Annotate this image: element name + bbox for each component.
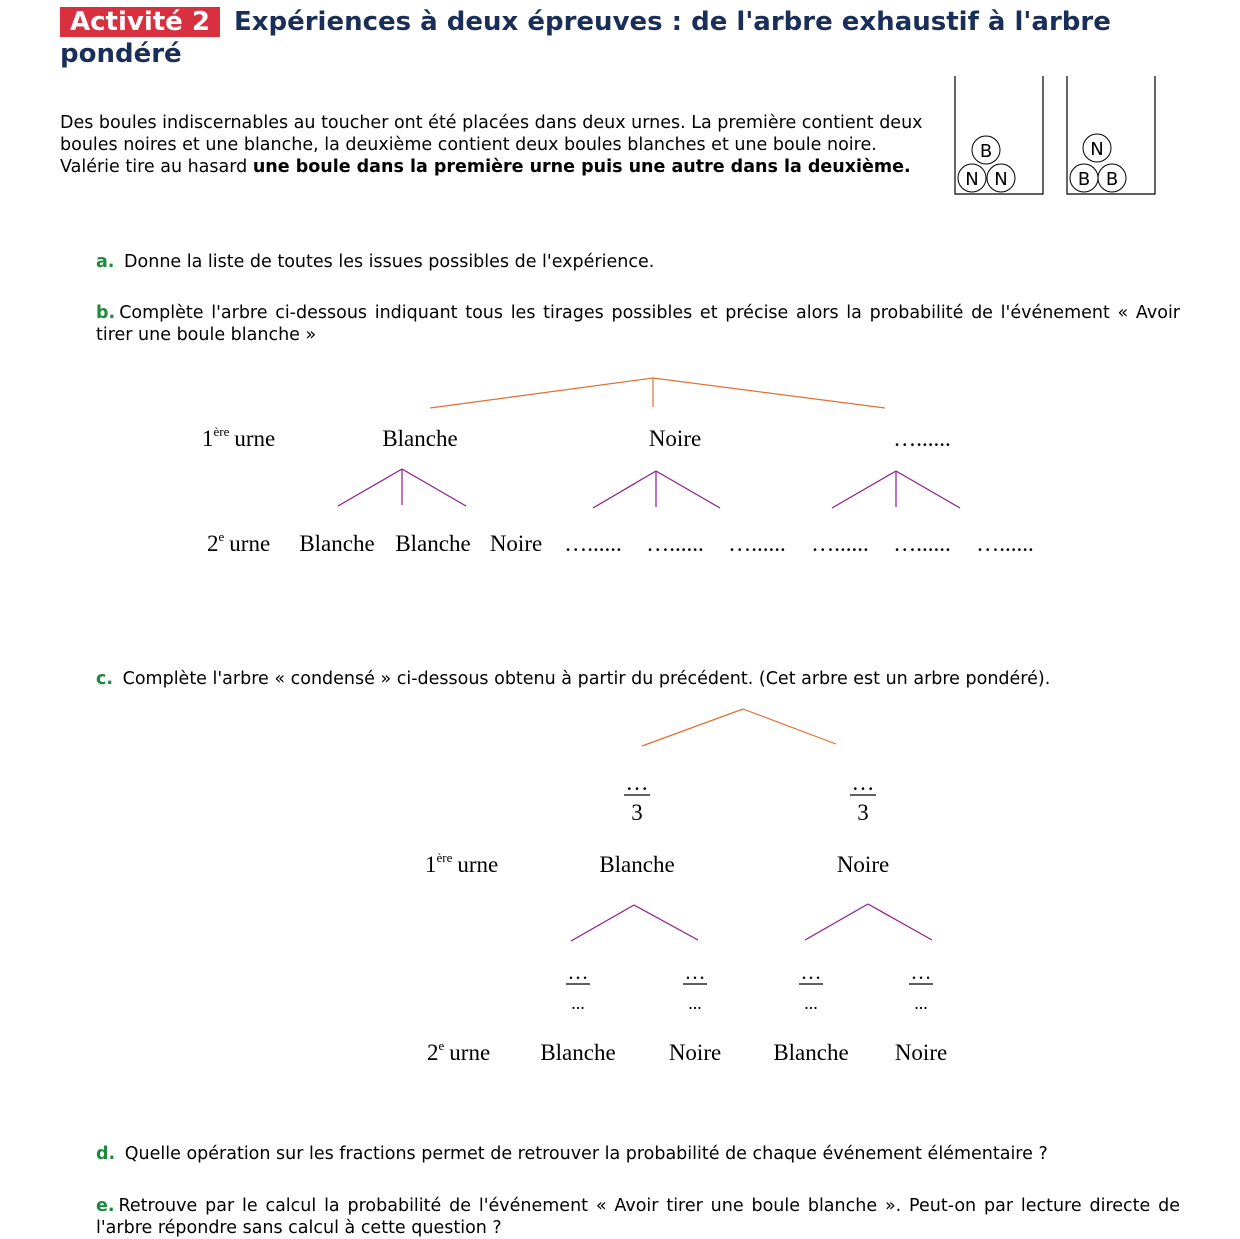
tree2-fraction-num: … xyxy=(851,770,875,795)
urn-2 xyxy=(1067,76,1155,194)
question-text: Retrouve par le calcul la probabilité de l'événement « Avoir tirer une boule blanche ». Peut-on par lecture directe de l'arbre répondre sans calcul à cette question ? xyxy=(96,1196,1180,1238)
intro-text xyxy=(60,112,940,178)
tree1-leaf: Blanche xyxy=(395,531,471,556)
tree2-fraction-den: ... xyxy=(914,993,928,1013)
tree2-level1-label: 1ère urne xyxy=(425,850,499,877)
question-d xyxy=(96,1143,1180,1165)
question-b xyxy=(96,302,1180,346)
tree2-fraction-den: ... xyxy=(688,993,702,1013)
tree2-leaf: Noire xyxy=(894,1040,948,1065)
tree2-leaf: Noire xyxy=(668,1040,722,1065)
tree1-leaf-blank: …...... xyxy=(646,531,704,556)
intro-line2-bold: une boule dans la première urne puis une autre dans la deuxième. xyxy=(252,157,911,177)
activity-title: Expériences à deux épreuves : de l'arbre exhaustif à l'arbre pondéré xyxy=(60,7,1111,69)
tree1-leaf-blank: …...... xyxy=(893,531,951,556)
tree2-fraction-num: … xyxy=(910,960,932,984)
tree2-fraction-num: … xyxy=(684,960,706,984)
question-label: b. xyxy=(96,303,116,323)
tree1-leaf-blank: …...... xyxy=(728,531,786,556)
tree2-node-noire: Noire xyxy=(836,852,890,877)
intro-line2: Valérie tire au hasard xyxy=(60,157,253,177)
tree1-level1-branches xyxy=(430,378,885,408)
question-text: Complète l'arbre ci-dessous indiquant tous les tirages possibles et précise alors la probabilité de l'événement « Avoir tirer une boule blanche » xyxy=(96,303,1180,345)
tree2-level2-branches xyxy=(571,904,932,941)
question-label: c. xyxy=(96,669,114,689)
tree2-fraction-num: … xyxy=(567,960,589,984)
urns-figure xyxy=(950,74,1162,200)
tree2-fraction-den: 3 xyxy=(631,800,643,825)
tree2-leaf: Blanche xyxy=(540,1040,616,1065)
urn1-ball-label: N xyxy=(965,169,979,190)
tree2-node-blanche: Blanche xyxy=(599,852,675,877)
question-c xyxy=(96,668,1180,690)
urn1-ball-label: N xyxy=(994,169,1008,190)
tree2-level2-label: 2e urne xyxy=(427,1038,491,1065)
tree2-fraction-num: … xyxy=(625,770,649,795)
question-label: a. xyxy=(96,252,115,272)
tree1-level2-branches xyxy=(338,469,960,508)
activity-badge: Activité 2 xyxy=(60,7,220,37)
tree1-leaf: Noire xyxy=(489,531,543,556)
urn2-ball-label: N xyxy=(1090,139,1104,160)
tree1-level2-label: 2e urne xyxy=(207,529,271,556)
urn2-ball-label: B xyxy=(1105,169,1119,190)
tree1-leaf: Blanche xyxy=(299,531,375,556)
question-e xyxy=(96,1195,1180,1239)
tree2-level1-branches xyxy=(642,709,836,746)
urn2-ball-label: B xyxy=(1077,169,1091,190)
tree2-fraction-den: ... xyxy=(571,993,585,1013)
question-text: Quelle opération sur les fractions permet de retrouver la probabilité de chaque événement élémentaire ? xyxy=(124,1144,1048,1164)
exhaustive-tree xyxy=(0,360,1240,570)
weighted-tree xyxy=(0,700,1240,1080)
tree1-node-noire: Noire xyxy=(648,426,702,451)
tree2-fraction-den: ... xyxy=(804,993,818,1013)
question-text: Donne la liste de toutes les issues possibles de l'expérience. xyxy=(124,252,655,272)
tree1-node-blanche: Blanche xyxy=(382,426,458,451)
tree2-fraction-num: … xyxy=(800,960,822,984)
tree1-node-blank: …...... xyxy=(893,426,951,451)
tree2-fraction-den: 3 xyxy=(857,800,869,825)
question-label: d. xyxy=(96,1144,116,1164)
intro-line1: Des boules indiscernables au toucher ont été placées dans deux urnes. La première contient deux boules noires et une blanche, la deuxième contient deux boules blanches et une boule noire. xyxy=(60,113,923,155)
tree2-leaf: Blanche xyxy=(773,1040,849,1065)
urn-1 xyxy=(955,76,1043,194)
page-title xyxy=(60,6,1190,70)
urn1-ball-label: B xyxy=(979,141,993,162)
tree1-leaf-blank: …...... xyxy=(976,531,1034,556)
question-text: Complète l'arbre « condensé » ci-dessous obtenu à partir du précédent. (Cet arbre est un arbre pondéré). xyxy=(122,669,1051,689)
question-label: e. xyxy=(96,1196,115,1216)
question-a xyxy=(96,251,1180,273)
tree1-level1-label: 1ère urne xyxy=(202,424,276,451)
tree1-leaf-blank: …...... xyxy=(811,531,869,556)
tree1-leaf-blank: …...... xyxy=(564,531,622,556)
